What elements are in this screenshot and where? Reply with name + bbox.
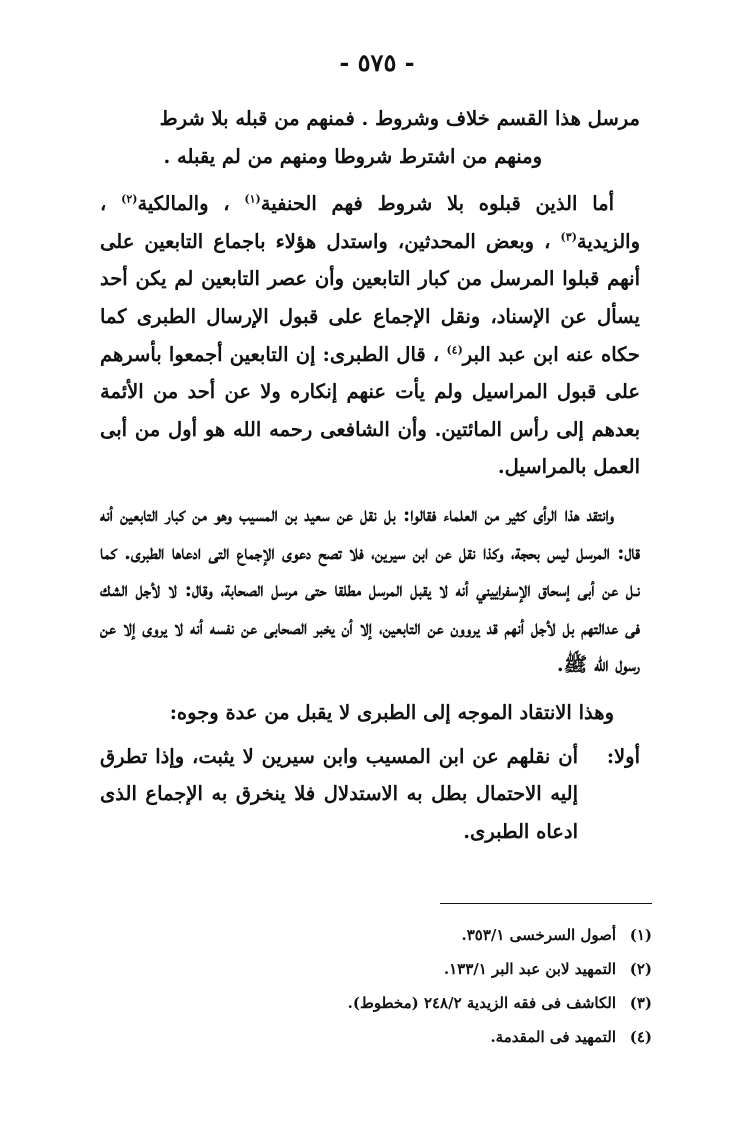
paragraph-2 [100, 185, 640, 486]
page-number: - ٥٧٥ - [339, 48, 415, 77]
footnote-1-text: أصول السرخسى ٣٥٣/١. [461, 926, 616, 944]
point-1 [100, 738, 640, 851]
paragraph-2-part-b: ، والمالكية [137, 192, 230, 216]
paragraph-1 [100, 100, 640, 175]
footnote-ref-2: (٢) [121, 192, 138, 206]
paragraph-4: وهذا الانتقاد الموجه إلى الطبرى لا يقبل من عدة وجوه: [169, 700, 614, 724]
footnote-4-text: التمهيد فى المقدمة. [490, 1028, 616, 1046]
footnote-ref-4: (٤) [446, 343, 463, 357]
footnote-2-text: التمهيد لابن عبد البر ١٣٣/١. [443, 960, 616, 978]
footnote-4 [100, 1020, 652, 1054]
footnote-3-number: (٣) [629, 994, 652, 1012]
footnote-separator [440, 903, 652, 904]
footnote-3-text: الكاشف فى فقه الزيدية ٢٤٨/٢ (مخطوط). [347, 994, 616, 1012]
point-1-text: أن نقلهم عن ابن المسيب وابن سيرين لا يثبت، وإذا تطرق إليه الاحتمال بطل به الاستدلال فلا ينخرق به الإجماع الذى ادعاه الطبرى. [100, 744, 578, 843]
paragraph-2-part-d: ، وبعض المحدثين، واستدل هؤلاء باجماع التابعين على أنهم قبلوا المرسل من كبار التابعين وأن عصر التابعين لم يكن أحد يسأل عن الإسناد، ونقل الإجماع على قبول الإرسال الطبرى كما حكاه عنه ابن عبد البر [100, 229, 640, 366]
footnote-1-number: (١) [629, 926, 652, 944]
paragraph-2-part-e: ، قال الطبرى: إن التابعين أجمعوا بأسرهم على قبول المراسيل ولم يأت عنهم إنكاره ولا عن أحد من الأئمة بعدهم إلى رأس المائتين. وأن الشافعى رحمه الله هو أول من أبى العمل بالمراسيل. [100, 342, 640, 479]
footnotes [100, 918, 652, 1054]
footnote-ref-1: (١) [244, 192, 261, 206]
footnote-2 [100, 952, 652, 986]
footnote-ref-3: (٣) [560, 230, 577, 244]
paragraph-2-part-c: ، والزيدية [100, 192, 640, 253]
main-text [100, 100, 640, 850]
footnote-1 [100, 918, 652, 952]
footnote-4-number: (٤) [629, 1028, 652, 1046]
paragraph-1-line-2: ومنهم من اشترط شروطا ومنهم من لم يقبله . [163, 144, 542, 168]
footnote-3 [100, 986, 652, 1020]
paragraph-3: وانتقد هذا الرأى كثير من العلماء فقالوا: بل نقل عن سعيد بن المسيب وهو من كبار التابعين أنه قال: المرسل ليس بحجة، وكذا نقل عن ابن سيرين، فلا تصح دعوى الإجماع التى ادعاها الطبرى. كما نـل عن أبى إسحاق الإسفراييني أنه لا يقبل المرسل مطلقا حتى مرسل الصحابة، وقال: لا لأجل الشك فى عدالتهم بل لأجل أنهم قد يروون عن التابعين، إلا أن يخبر الصحابى عن نفسه أنه لا يروى إلا عن رسول الله ﷺ. [100, 502, 640, 677]
paragraph-1-line-1: مرسل هذا القسم خلاف وشروط . فمنهم من قبله بلا شرط [159, 107, 640, 130]
point-1-label: أولا: [606, 744, 640, 768]
footnote-2-number: (٢) [629, 960, 652, 978]
paragraph-2-part-a: أما الذين قبلوه بلا شروط فهم الحنفية [260, 192, 615, 216]
